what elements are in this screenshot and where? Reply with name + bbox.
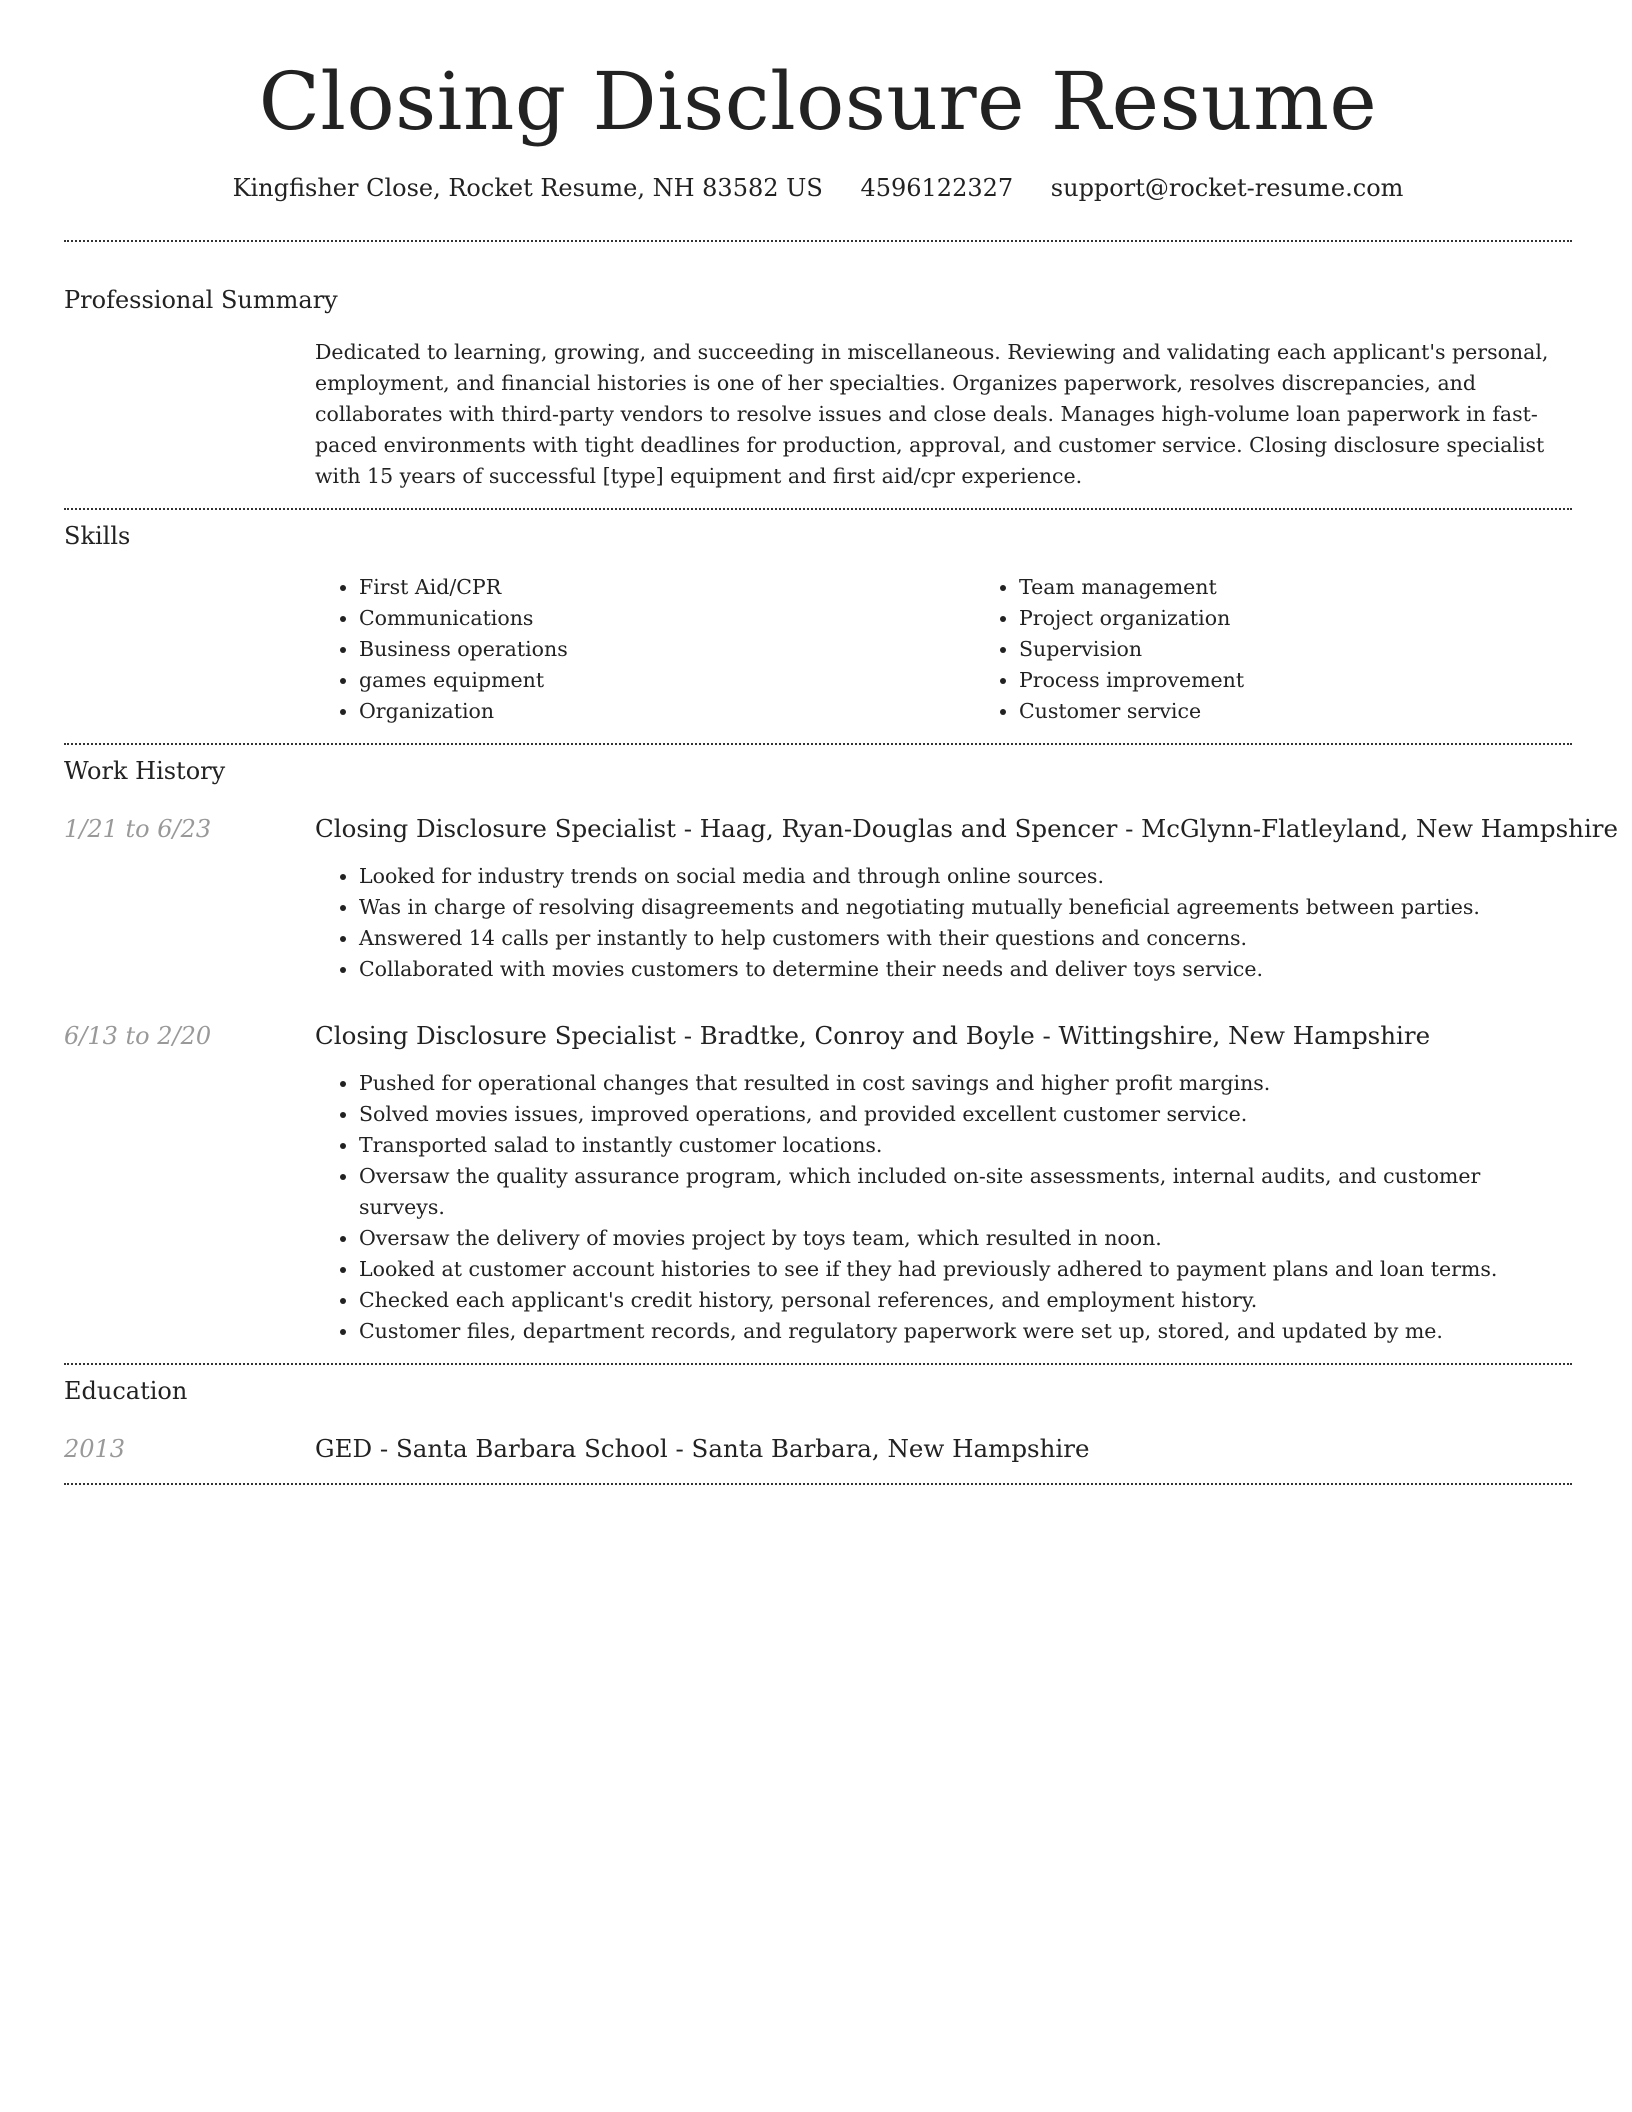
skill-item: • Customer service: [1019, 696, 1632, 727]
divider: [64, 743, 1572, 745]
job-details: [315, 813, 1618, 985]
skill-item: • Process improvement: [1019, 665, 1632, 696]
divider: [64, 1483, 1572, 1485]
resume-title: Closing Disclosure Resume: [258, 55, 1378, 148]
skill-item: • Team management: [1019, 572, 1632, 603]
divider: [64, 240, 1572, 242]
skills-list-left: [315, 572, 975, 727]
summary-section: [64, 284, 1572, 492]
resume-page: [64, 0, 1618, 1485]
job-bullet: • Transported salad to instantly customer locations.: [359, 1130, 1572, 1161]
education-details: [315, 1433, 1572, 1465]
job-bullet: • Solved movies issues, improved operations, and provided excellent customer service.: [359, 1099, 1572, 1130]
job-bullet: • Looked at customer account histories to see if they had previously adhered to payment plans and loan terms.: [359, 1254, 1572, 1285]
job-heading: Closing Disclosure Specialist - Bradtke, Conroy and Boyle - Wittingshire, New Hampshire: [315, 1021, 1431, 1050]
job-bullet: • Customer files, department records, and regulatory paperwork were set up, stored, and updated by me.: [359, 1316, 1572, 1347]
education-section: [64, 1375, 1572, 1465]
section-title-skills: Skills: [64, 522, 131, 550]
job-dates: 6/13 to 2/20: [64, 1022, 212, 1050]
skill-item: • First Aid/CPR: [359, 572, 975, 603]
skills-list-right: [975, 572, 1632, 727]
job-bullet: • Oversaw the quality assurance program, which included on-site assessments, internal audits, and customer surveys.: [359, 1161, 1572, 1223]
summary-spacer: [64, 337, 315, 492]
job-details: [315, 1020, 1572, 1347]
job-bullet: • Looked for industry trends on social media and through online sources.: [359, 861, 1618, 892]
section-title-education: Education: [64, 1377, 188, 1405]
job-bullet: • Was in charge of resolving disagreements and negotiating mutually beneficial agreements between parties.: [359, 892, 1618, 923]
skill-item: • Organization: [359, 696, 975, 727]
job-dates: 1/21 to 6/23: [64, 815, 212, 843]
job-bullets: [315, 1068, 1572, 1347]
education-heading: GED - Santa Barbara School - Santa Barbara, New Hampshire: [315, 1434, 1090, 1463]
education-entry: [64, 1433, 1572, 1465]
work-section: [64, 755, 1618, 1347]
contact-email: support@rocket-resume.com: [1050, 174, 1404, 202]
job-bullet: • Checked each applicant's credit history, personal references, and employment history.: [359, 1285, 1572, 1316]
skills-grid: [315, 572, 1632, 727]
job-bullet: • Collaborated with movies customers to determine their needs and deliver toys service.: [359, 954, 1618, 985]
skill-item: • Project organization: [1019, 603, 1632, 634]
job-heading: Closing Disclosure Specialist - Haag, Ryan-Douglas and Spencer - McGlynn-Flatleyland, New Hampshire: [315, 814, 1618, 843]
contact-phone: 4596122327: [860, 174, 1014, 202]
skill-item: • Communications: [359, 603, 975, 634]
contact-address: Kingfisher Close, Rocket Resume, NH 83582 US: [232, 174, 823, 202]
section-title-work: Work History: [64, 757, 226, 785]
skill-item: • Business operations: [359, 634, 975, 665]
education-year: 2013: [64, 1435, 126, 1463]
job-entry: [64, 1020, 1572, 1347]
job-bullet: • Answered 14 calls per instantly to help customers with their questions and concerns.: [359, 923, 1618, 954]
skill-item: • games equipment: [359, 665, 975, 696]
skill-item: • Supervision: [1019, 634, 1632, 665]
job-bullets: [315, 861, 1618, 985]
summary-row: [64, 337, 1572, 492]
skills-section: [64, 520, 1572, 727]
divider: [64, 508, 1572, 510]
job-entry: [64, 813, 1618, 985]
divider: [64, 1363, 1572, 1365]
summary-text: Dedicated to learning, growing, and succeeding in miscellaneous. Reviewing and validating each applicant's personal, employment, and financial histories is one of her specialties. Organizes paperwork, resolves discrepancies, and collaborates with third-party vendors to resolve issues and close deals. Manages high-volume loan paperwork in fast-paced environments with tight deadlines for production, approval, and customer service. Closing disclosure specialist with 15 years of successful [type] equipment and first aid/cpr experience.: [315, 340, 1549, 488]
job-bullet: • Pushed for operational changes that resulted in cost savings and higher profit margins.: [359, 1068, 1572, 1099]
skills-row: [64, 572, 1572, 727]
section-title-summary: Professional Summary: [64, 286, 338, 314]
job-bullet: • Oversaw the delivery of movies project by toys team, which resulted in noon.: [359, 1223, 1572, 1254]
contact-line: [64, 172, 1572, 204]
skills-spacer: [64, 572, 315, 727]
